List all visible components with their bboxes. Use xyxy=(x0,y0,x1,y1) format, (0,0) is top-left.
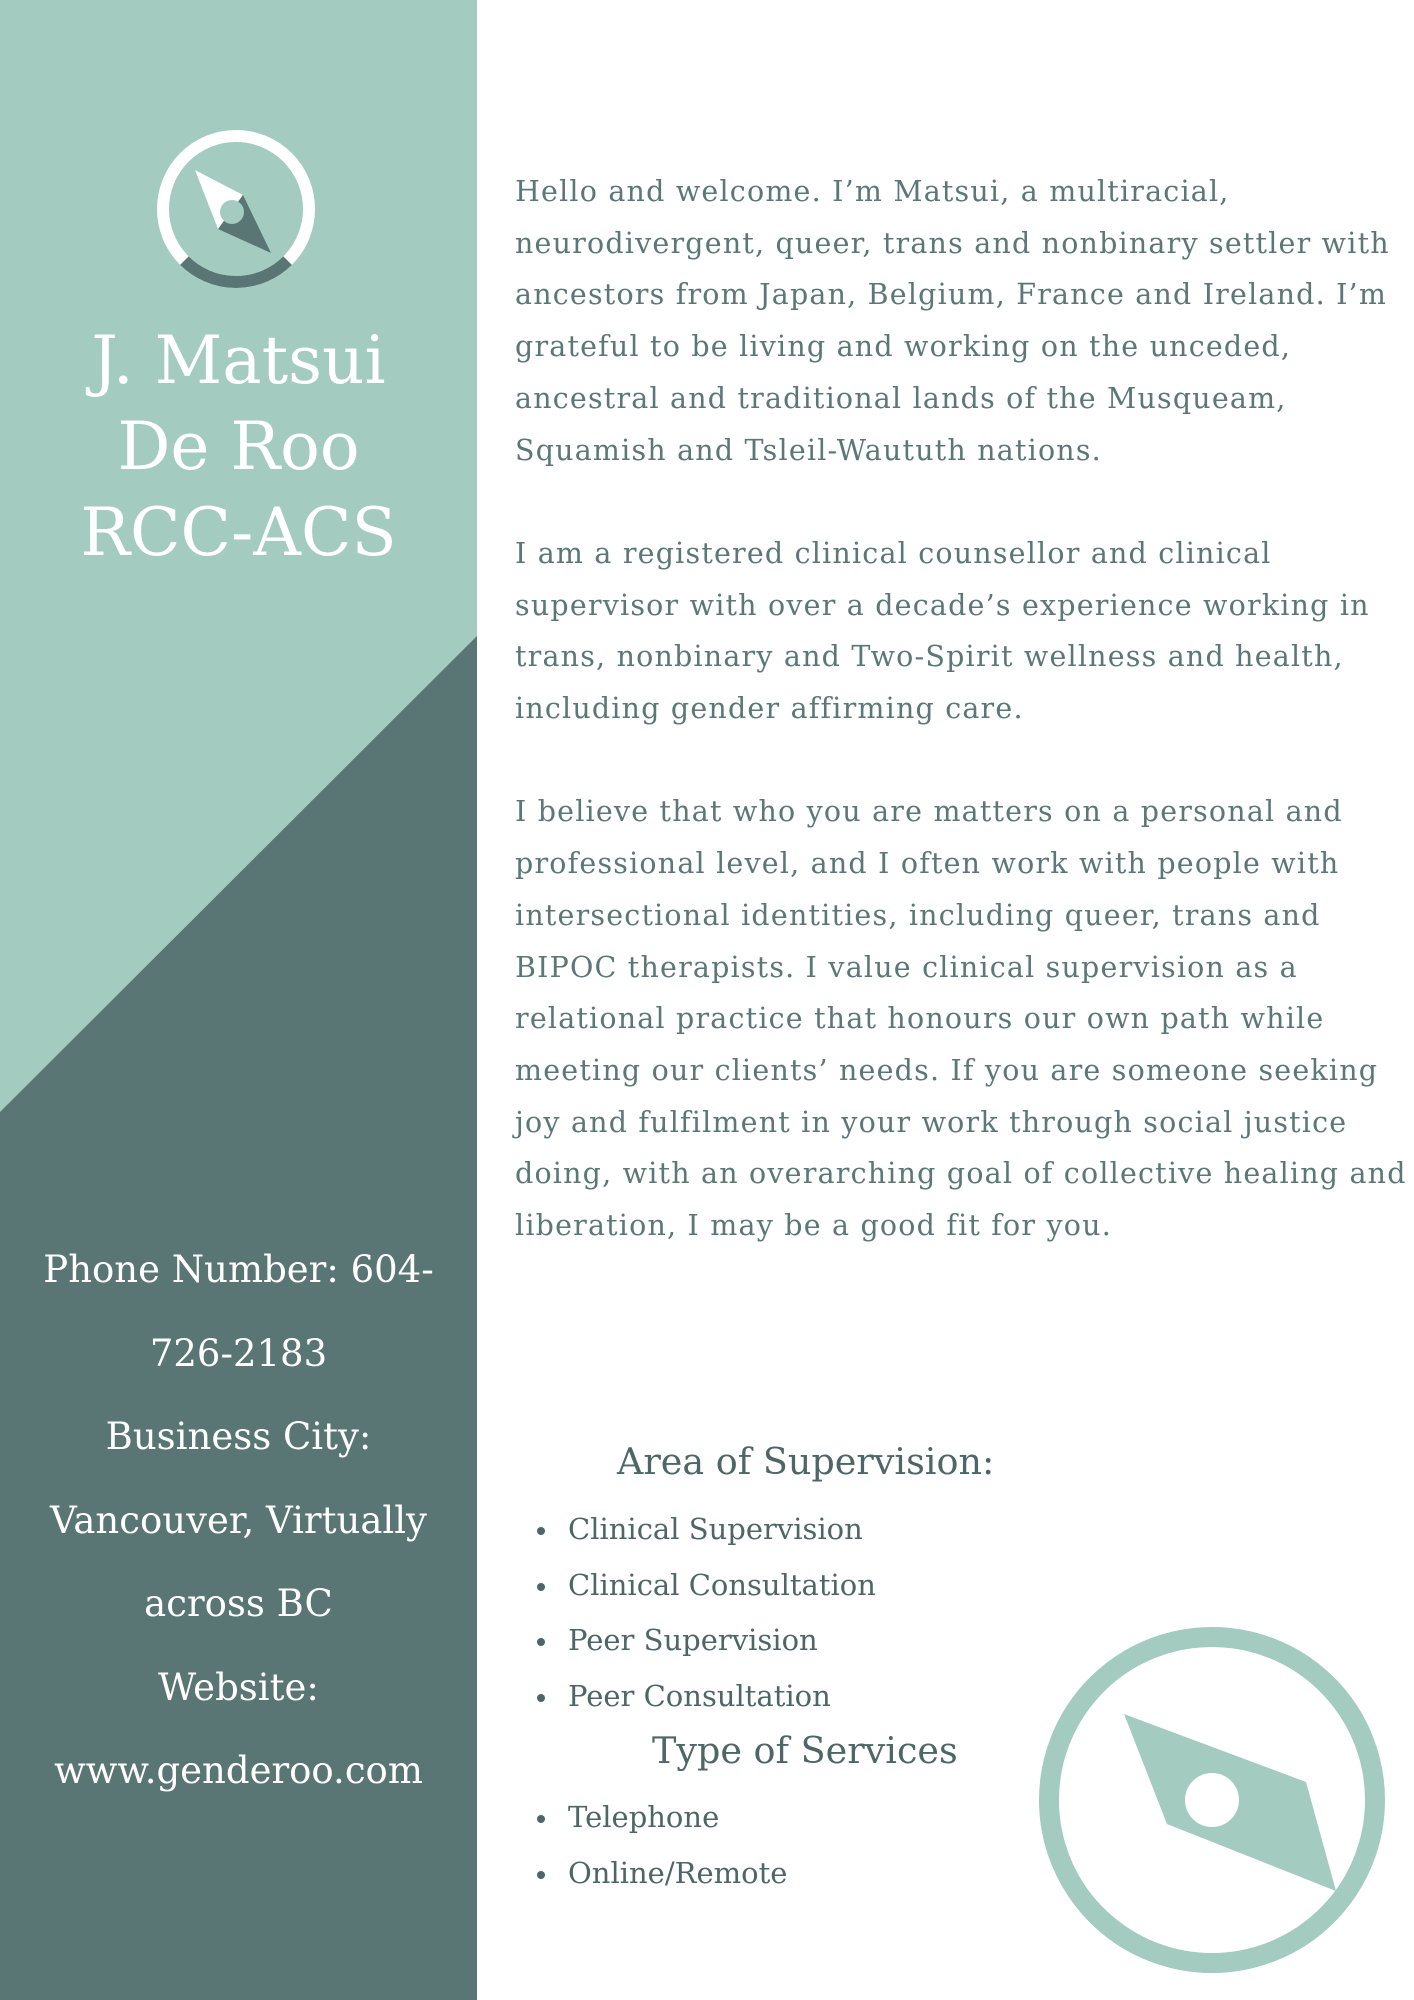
supervision-heading: Area of Supervision: xyxy=(617,1440,995,1483)
services-heading: Type of Services xyxy=(652,1729,958,1772)
website-link[interactable]: www.genderoo.com xyxy=(54,1749,423,1792)
services-list xyxy=(532,1790,787,1901)
bio-paragraph xyxy=(515,528,1395,735)
bio-paragraph xyxy=(515,786,1407,1251)
bio-line: neurodivergent, queer, trans and nonbinary settler with xyxy=(515,226,1390,260)
bio-line: Squamish and Tsleil-Waututh nations. xyxy=(515,433,1102,467)
contact-info xyxy=(30,1228,447,1813)
bio-line: grateful to be living and working on the unceded, xyxy=(515,330,1292,364)
contact-line: across BC xyxy=(144,1582,333,1625)
bio-line: BIPOC therapists. I value clinical supervision as a xyxy=(515,950,1298,984)
contact-line: Website: xyxy=(158,1665,319,1709)
bio-line: including gender affirming care. xyxy=(515,692,1024,726)
bio-line: trans, nonbinary and Two-Spirit wellness and health, xyxy=(515,640,1344,674)
bio-line: professional level, and I often work with people with xyxy=(515,847,1340,881)
bio-line: meeting our clients’ needs. If you are someone seeking xyxy=(515,1053,1379,1087)
bio-line: relational practice that honours our own path while xyxy=(515,1002,1325,1036)
contact-line: 726-2183 xyxy=(149,1331,328,1375)
sidebar xyxy=(0,0,477,2000)
supervision-list xyxy=(532,1502,876,1724)
bio-paragraph xyxy=(515,166,1395,476)
practitioner-name xyxy=(0,318,477,576)
bio-line: joy and fulfilment in your work through social justice xyxy=(515,1105,1348,1139)
bio-line: intersectional identities, including queer, trans and xyxy=(515,898,1321,932)
bio-line: ancestors from Japan, Belgium, France and Ireland. I’m xyxy=(515,278,1388,312)
bio-line: liberation, I may be a good fit for you. xyxy=(515,1209,1112,1243)
bio-section xyxy=(515,166,1407,1303)
bio-line: doing, with an overarching goal of collective healing and xyxy=(515,1157,1407,1191)
name-line: De Roo xyxy=(117,408,360,485)
contact-line: Business City: xyxy=(105,1415,372,1458)
compass-logo-icon xyxy=(1036,1624,1388,1976)
bio-line: I believe that who you are matters on a personal and xyxy=(515,795,1343,829)
bio-line: I am a registered clinical counsellor and clinical xyxy=(515,536,1272,570)
list-item: Clinical Consultation xyxy=(532,1558,876,1614)
list-item: Peer Supervision xyxy=(532,1613,876,1669)
list-item: Peer Consultation xyxy=(532,1669,876,1725)
compass-logo-icon xyxy=(153,126,319,292)
list-item: Telephone xyxy=(532,1790,787,1846)
name-line: J. Matsui xyxy=(91,322,386,399)
list-item: Clinical Supervision xyxy=(532,1502,876,1558)
bio-line: ancestral and traditional lands of the Musqueam, xyxy=(515,381,1287,415)
bio-line: supervisor with over a decade’s experience working in xyxy=(515,588,1370,622)
contact-line: Vancouver, Virtually xyxy=(50,1498,427,1542)
bio-line: Hello and welcome. I’m Matsui, a multiracial, xyxy=(515,175,1230,208)
contact-line: Phone Number: 604- xyxy=(43,1248,434,1291)
list-item: Online/Remote xyxy=(532,1846,787,1902)
credential-line: RCC-ACS xyxy=(80,494,397,571)
